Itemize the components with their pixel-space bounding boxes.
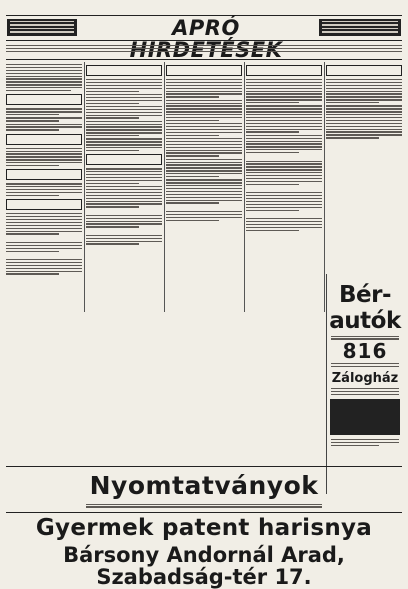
column-4 bbox=[246, 62, 322, 452]
classifieds-title: APRÓ bbox=[172, 16, 240, 40]
ad-secondary-title: Zálogház bbox=[331, 371, 399, 387]
banner-subtext bbox=[6, 41, 402, 60]
section-box bbox=[86, 154, 162, 165]
ad-big-word: Bér-autók bbox=[329, 282, 401, 334]
section-box bbox=[6, 94, 82, 105]
section-box bbox=[6, 169, 82, 180]
column-5 bbox=[326, 62, 402, 272]
printing-ad-title: Nyomtatványok bbox=[89, 471, 319, 500]
section-box bbox=[166, 65, 242, 76]
column-2 bbox=[86, 62, 162, 452]
section-box bbox=[246, 65, 322, 76]
section-box bbox=[326, 65, 402, 76]
section-box bbox=[6, 199, 82, 210]
banner-info-box-right bbox=[319, 19, 401, 36]
ad-dark-panel bbox=[330, 399, 400, 435]
newspaper-page bbox=[6, 4, 402, 589]
banner-info-box-left bbox=[7, 19, 77, 36]
section-box bbox=[86, 65, 162, 76]
stockings-ad-title: Gyermek patent harisnya bbox=[35, 515, 373, 541]
section-box bbox=[6, 134, 82, 145]
top-line bbox=[6, 4, 402, 14]
column-3 bbox=[166, 62, 242, 452]
classifieds-banner bbox=[6, 15, 402, 41]
shop-address-ad: Bársony Andornál Arad, Szabadság-tér 17. bbox=[63, 543, 345, 589]
column-1 bbox=[6, 62, 82, 452]
printing-ad-subtext bbox=[86, 502, 322, 509]
rental-car-ad bbox=[326, 274, 403, 494]
ad-phone-number: 816 bbox=[342, 339, 388, 364]
